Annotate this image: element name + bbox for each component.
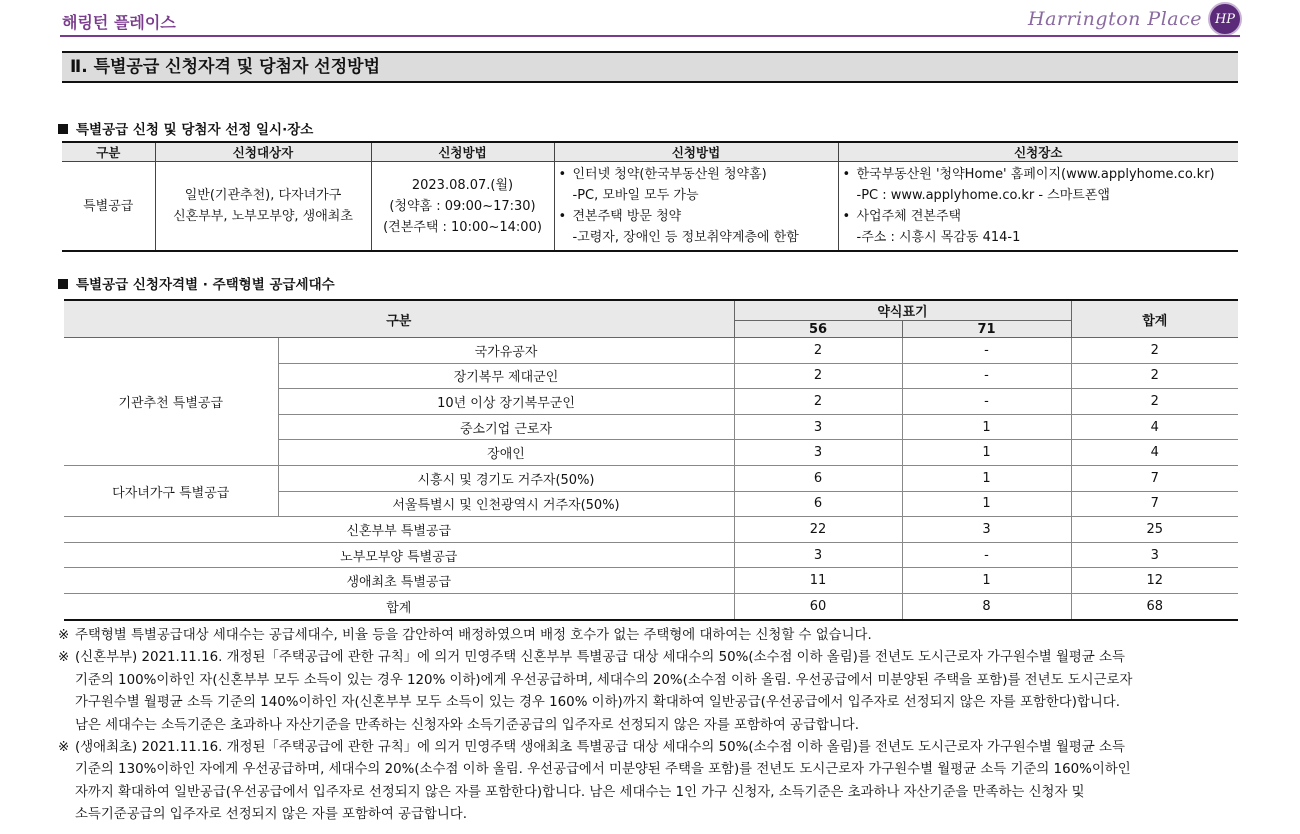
col-header: 구분 bbox=[62, 142, 155, 162]
row-label: 10년 이상 장기복무군인 bbox=[278, 389, 734, 415]
method-online: • 인터넷 청약(한국부동산원 청약홈) bbox=[559, 164, 834, 185]
cell-total: 3 bbox=[1071, 542, 1238, 568]
note-item bbox=[58, 647, 1243, 737]
note-line: 기준의 130%이하인 자에게 우선공급하며, 세대수의 20%(소수점 이하 올림. 우선공급에서 미분양된 주택을 포함)를 전년도 도시근로자 가구원수별 월평균 소득 기준의 160%이하인 bbox=[75, 762, 1131, 778]
method-visit-detail: -고령자, 장애인 등 정보취약계층에 한함 bbox=[572, 230, 799, 245]
date-cell bbox=[371, 162, 554, 252]
cell-56: 2 bbox=[734, 389, 902, 415]
row-label: 시흥시 및 경기도 거주자(50%) bbox=[278, 465, 734, 491]
row-label: 신혼부부 특별공급 bbox=[64, 517, 734, 543]
note-line: 기준의 100%이하인 자(신혼부부 모두 소득이 있는 경우 120% 이하)에게 우선공급하며, 세대수의 20%(소수점 이하 올림. 우선공급에서 미분양된 주택을 포함)를 전년도 도시근로자 bbox=[75, 672, 1133, 688]
cell-total: 2 bbox=[1071, 338, 1238, 364]
table-row bbox=[64, 338, 1238, 364]
table-header-row bbox=[62, 142, 1238, 162]
cell-56: 3 bbox=[734, 440, 902, 466]
note-line: 자까지 확대하여 일반공급(우선공급에서 입주자로 선정되지 않은 자를 포함한다)합니다. 남은 세대수는 1인 가구 신청자, 소득기준은 초과하나 자산기준을 만족하는 신청자 및 bbox=[75, 784, 1085, 800]
note-line: (생애최초) 2021.11.16. 개정된「주택공급에 관한 규칙」에 의거 민영주택 생애최초 특별공급 대상 세대수의 50%(소수점 이하 올림)를 전년도 도시근로자 가구원수별 월평균 소득 bbox=[75, 740, 1125, 756]
col-header: 신청대상자 bbox=[155, 142, 371, 162]
square-bullet-icon bbox=[58, 124, 68, 134]
cell-71: 8 bbox=[902, 593, 1071, 619]
col-header-type: 약식표기 bbox=[734, 300, 1071, 321]
method-visit: • 견본주택 방문 청약 bbox=[559, 206, 834, 227]
place-address: -주소 : 시흥시 목감동 414-1 bbox=[856, 230, 1021, 245]
method-online-detail: -PC, 모바일 모두 가능 bbox=[572, 188, 699, 203]
targets-line: 일반(기관추천), 다자녀가구 bbox=[184, 188, 342, 203]
row-label: 노부모부양 특별공급 bbox=[64, 542, 734, 568]
cell-total: 12 bbox=[1071, 568, 1238, 594]
cell-56: 2 bbox=[734, 338, 902, 364]
note-mark: ※ bbox=[58, 628, 70, 643]
section-title: Ⅱ. 특별공급 신청자격 및 당첨자 선정방법 bbox=[62, 51, 1238, 83]
col-header-group: 구분 bbox=[64, 300, 734, 338]
row-label: 중소기업 근로자 bbox=[278, 414, 734, 440]
time-model: (견본주택 : 10:00~14:00) bbox=[383, 219, 542, 235]
row-label: 국가유공자 bbox=[278, 338, 734, 364]
cell-56: 6 bbox=[734, 465, 902, 491]
category-cell: 특별공급 bbox=[62, 162, 155, 252]
cell-total: 2 bbox=[1071, 389, 1238, 415]
group-cell: 기관추천 특별공급 bbox=[64, 338, 278, 466]
row-label: 생애최초 특별공급 bbox=[64, 568, 734, 594]
cell-56: 6 bbox=[734, 491, 902, 517]
table-row bbox=[64, 542, 1238, 568]
method-cell bbox=[554, 162, 838, 252]
cell-56: 22 bbox=[734, 517, 902, 543]
table-row bbox=[64, 517, 1238, 543]
table-row bbox=[64, 465, 1238, 491]
place-model-house: • 사업주체 견본주택 bbox=[843, 206, 1235, 227]
cell-71: 1 bbox=[902, 440, 1071, 466]
col-header-71: 71 bbox=[902, 321, 1071, 338]
cell-56: 2 bbox=[734, 363, 902, 389]
row-label: 합계 bbox=[64, 593, 734, 619]
table-row bbox=[62, 162, 1238, 252]
cell-71: - bbox=[902, 542, 1071, 568]
cell-total: 25 bbox=[1071, 517, 1238, 543]
schedule-table bbox=[62, 141, 1238, 252]
note-line: 남은 세대수는 소득기준은 초과하나 자산기준을 만족하는 신청자와 소득기준공급의 입주자로 선정되지 않은 자를 포함하여 공급합니다. bbox=[75, 717, 859, 733]
cell-71: 1 bbox=[902, 491, 1071, 517]
cell-71: - bbox=[902, 389, 1071, 415]
note-line: 가구원수별 월평균 소득 기준의 140%이하인 자(신혼부부 모두 소득이 있는 경우 160% 이하)까지 확대하여 일반공급(우선공급에서 입주자로 선정되지 않은 자를 포함한다)합니다. bbox=[75, 695, 1120, 711]
col-header-56: 56 bbox=[734, 321, 902, 338]
row-label: 서울특별시 및 인천광역시 거주자(50%) bbox=[278, 491, 734, 517]
cell-total: 68 bbox=[1071, 593, 1238, 619]
col-header: 신청방법 bbox=[371, 142, 554, 162]
cell-total: 2 bbox=[1071, 363, 1238, 389]
cell-56: 3 bbox=[734, 414, 902, 440]
group-cell: 다자녀가구 특별공급 bbox=[64, 465, 278, 516]
targets-cell bbox=[155, 162, 371, 252]
note-line: 주택형별 특별공급대상 세대수는 공급세대수, 비율 등을 감안하여 배정하였으며 배정 호수가 없는 주택형에 대하여는 신청할 수 없습니다. bbox=[75, 628, 872, 643]
cell-71: 1 bbox=[902, 568, 1071, 594]
cell-56: 3 bbox=[734, 542, 902, 568]
table-row bbox=[64, 568, 1238, 594]
cell-71: - bbox=[902, 363, 1071, 389]
place-online: • 한국부동산원 '청약Home' 홈페이지(www.applyhome.co.kr) bbox=[843, 164, 1235, 185]
square-bullet-icon bbox=[58, 279, 68, 289]
cell-71: 3 bbox=[902, 517, 1071, 543]
brand-script: Harrington Place bbox=[1028, 8, 1202, 30]
cell-total: 4 bbox=[1071, 440, 1238, 466]
place-cell bbox=[838, 162, 1238, 252]
cell-total: 7 bbox=[1071, 465, 1238, 491]
cell-total: 4 bbox=[1071, 414, 1238, 440]
cell-71: 1 bbox=[902, 414, 1071, 440]
place-online-detail: -PC : www.applyhome.co.kr - 스마트폰앱 bbox=[856, 188, 1110, 203]
cell-total: 7 bbox=[1071, 491, 1238, 517]
cell-56: 60 bbox=[734, 593, 902, 619]
col-header: 신청장소 bbox=[838, 142, 1238, 162]
col-header-total: 합계 bbox=[1071, 300, 1238, 338]
table-header-row bbox=[64, 300, 1238, 321]
date-text: 2023.08.07.(월) bbox=[411, 177, 514, 193]
row-label: 장애인 bbox=[278, 440, 734, 466]
col-header: 신청방법 bbox=[554, 142, 838, 162]
schedule-heading bbox=[58, 118, 313, 138]
note-item bbox=[58, 625, 1243, 647]
brand-logo bbox=[1028, 2, 1242, 36]
row-label: 장기복무 제대군인 bbox=[278, 363, 734, 389]
note-line: (신혼부부) 2021.11.16. 개정된「주택공급에 관한 규칙」에 의거 민영주택 신혼부부 특별공급 대상 세대수의 50%(소수점 이하 올림)를 전년도 도시근로자 가구원수별 월평균 소득 bbox=[75, 650, 1125, 666]
supply-heading bbox=[58, 273, 335, 293]
header-divider bbox=[60, 35, 1240, 37]
brand-korean: 해링턴 플레이스 bbox=[62, 13, 176, 32]
notes bbox=[58, 625, 1243, 827]
note-item bbox=[58, 737, 1243, 827]
note-mark: ※ bbox=[58, 740, 70, 756]
schedule-heading-text: 특별공급 신청 및 당첨자 선정 일시·장소 bbox=[76, 122, 314, 138]
note-line: 소득기준공급의 입주자로 선정되지 않은 자를 포함하여 공급합니다. bbox=[75, 807, 467, 823]
cell-71: - bbox=[902, 338, 1071, 364]
brand-seal-icon: HP bbox=[1208, 2, 1242, 36]
time-online: (청약홈 : 09:00~17:30) bbox=[389, 198, 536, 214]
cell-71: 1 bbox=[902, 465, 1071, 491]
supply-table bbox=[64, 299, 1238, 621]
total-row bbox=[64, 593, 1238, 619]
supply-heading-text: 특별공급 신청자격별 · 주택형별 공급세대수 bbox=[76, 277, 335, 293]
targets-line: 신혼부부, 노부모부양, 생애최초 bbox=[173, 209, 353, 224]
cell-56: 11 bbox=[734, 568, 902, 594]
note-mark: ※ bbox=[58, 650, 70, 666]
